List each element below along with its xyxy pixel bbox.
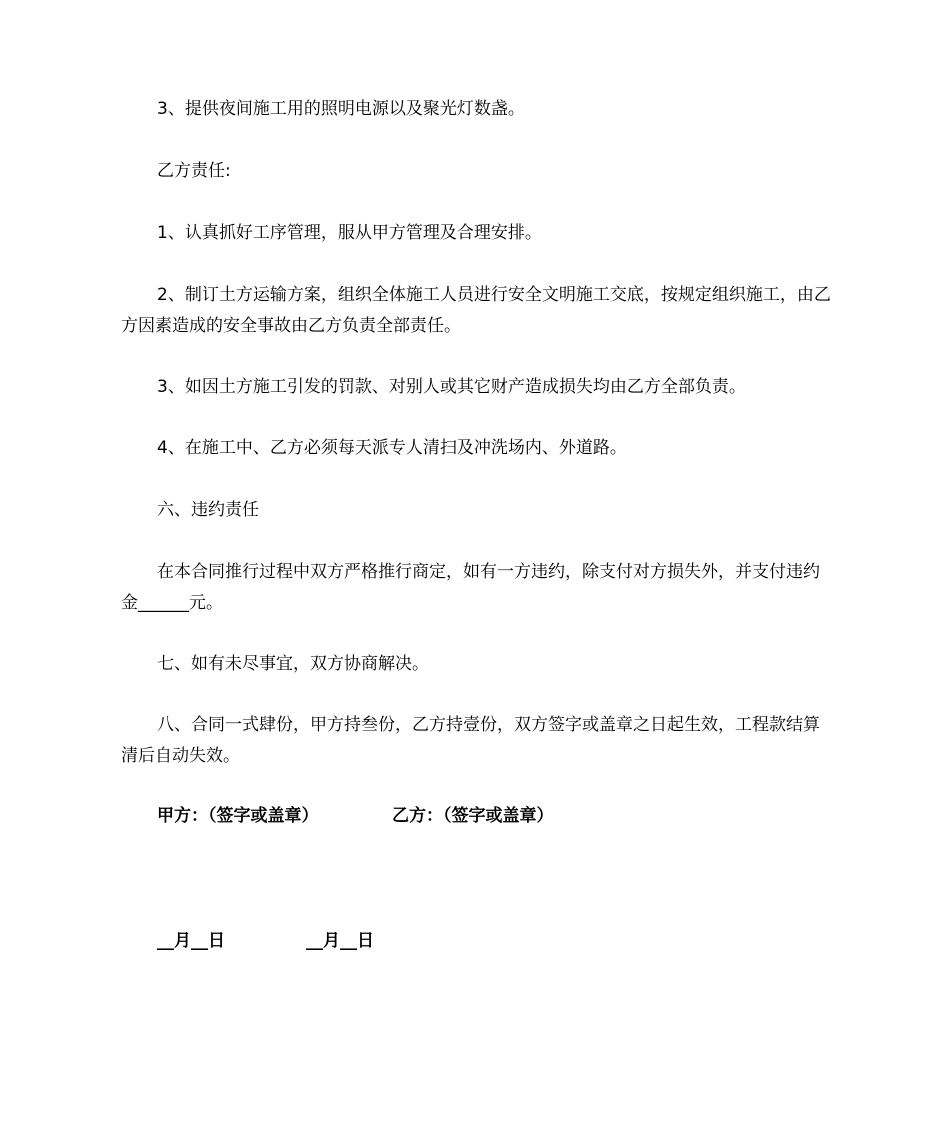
date-party-a: __月__日 [157, 931, 225, 951]
date-party-b: __月__日 [306, 931, 374, 951]
signature-party-b: 乙方：（签字或盖章） [392, 806, 554, 826]
signature-party-a: 甲方：（签字或盖章） [157, 806, 319, 826]
paragraph-road-cleaning: 4、在施工中、乙方必须每天派专人清扫及冲洗场内、外道路。 [157, 438, 627, 458]
paragraph-contract-copies: 八、合同一式肆份，甲方持叁份，乙方持壹份，双方签字或盖章之日起生效，工程款结算清后自动失效。 [121, 715, 820, 766]
paragraph-unresolved-matters: 七、如有未尽事宜，双方协商解决。 [157, 654, 429, 674]
paragraph-night-lighting: 3、提供夜间施工用的照明电源以及聚光灯数盏。 [157, 99, 525, 119]
paragraph-transport-plan: 2、制订土方运输方案，组织全体施工人员进行安全文明施工交底，按规定组织施工，由乙方因素造成的安全事故由乙方负责全部责任。 [121, 285, 831, 336]
paragraph-fines-liability: 3、如因土方施工引发的罚款、对别人或其它财产造成损失均由乙方全部负责。 [157, 377, 746, 397]
heading-breach-liability: 六、违约责任 [157, 500, 259, 520]
paragraph-breach-penalty: 在本合同推行过程中双方严格推行商定，如有一方违约，除支付对方损失外，并支付违约金______元。 [121, 562, 820, 613]
paragraph-process-management: 1、认真抓好工序管理，服从甲方管理及合理安排。 [157, 223, 542, 243]
heading-party-b-duties: 乙方责任: [157, 161, 231, 181]
